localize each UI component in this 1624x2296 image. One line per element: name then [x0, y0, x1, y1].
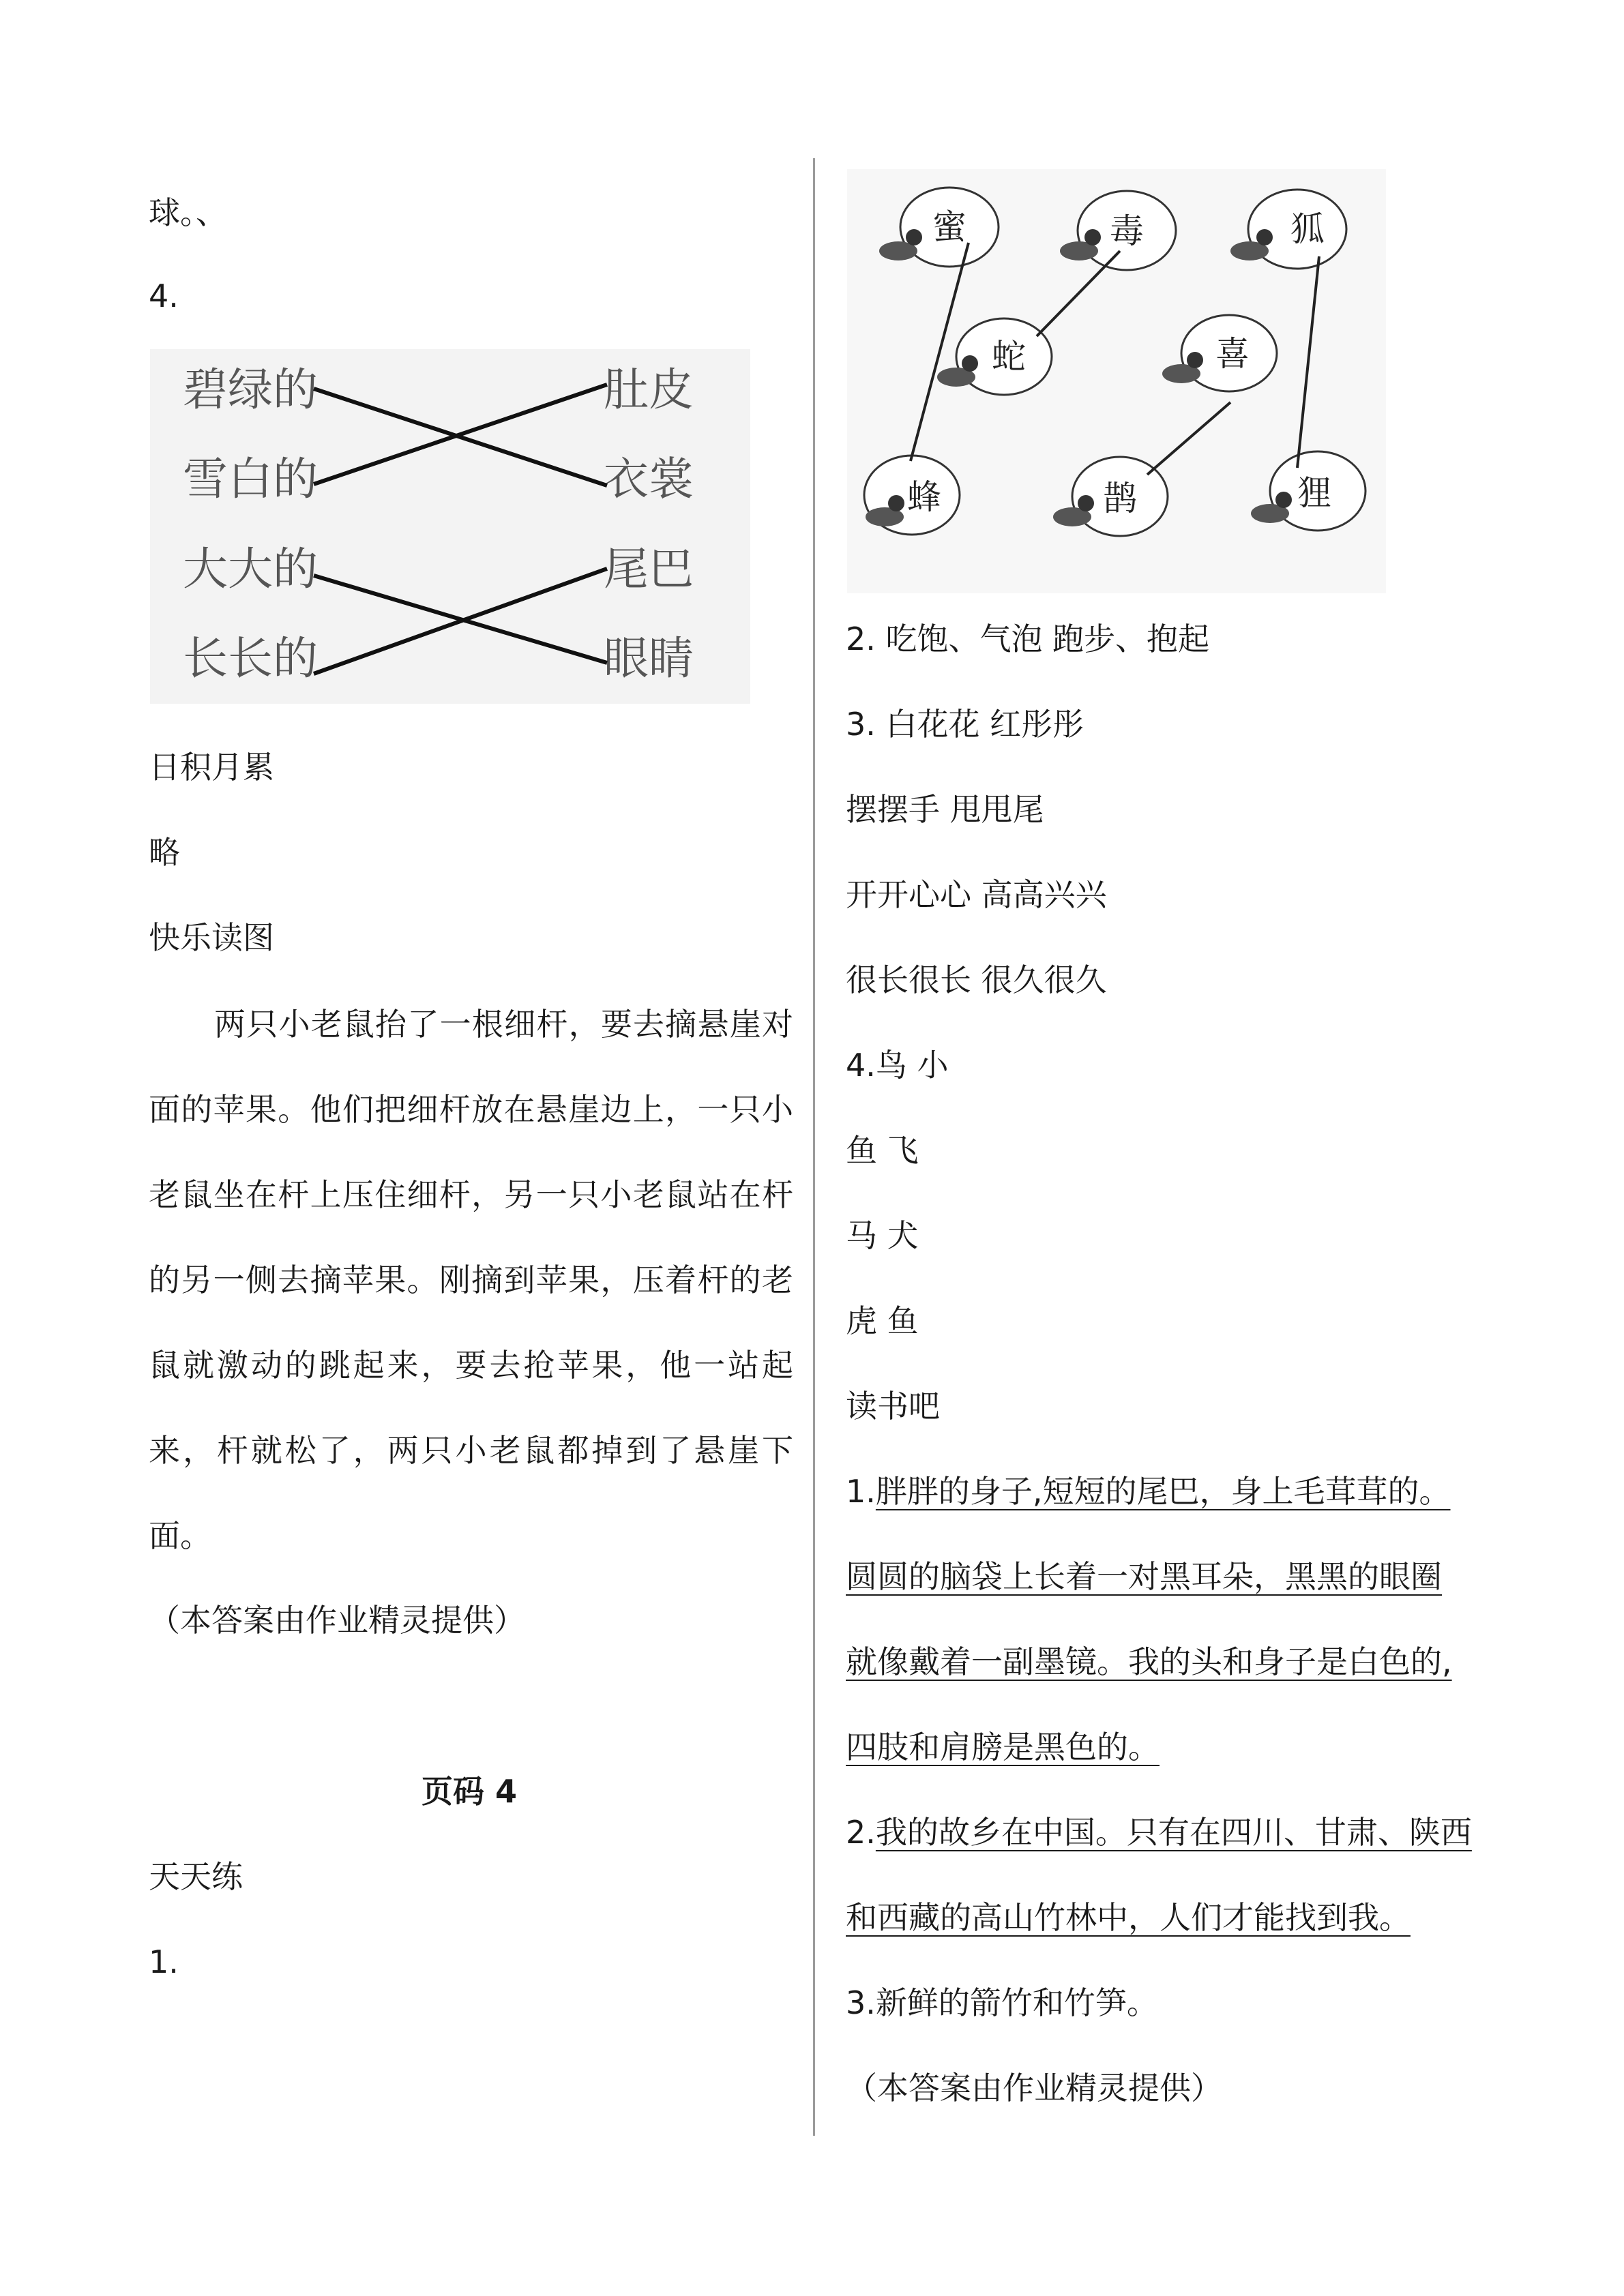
ant-char: 蜜 — [932, 207, 966, 247]
ant-bubble — [1162, 315, 1277, 391]
ant-match-line — [1147, 402, 1230, 475]
ant-char: 狐 — [1290, 209, 1325, 249]
answer-4d: 虎 鱼 — [846, 1302, 919, 1339]
reading-answer-2-number: 2. — [846, 1814, 876, 1851]
section-dushu: 读书吧 — [846, 1388, 940, 1425]
answer-3b: 摆摆手 甩甩尾 — [846, 791, 1044, 828]
ant-char: 蛇 — [992, 337, 1026, 376]
match-left-word: 雪白的 — [183, 453, 318, 505]
ant-char: 鹊 — [1103, 479, 1137, 518]
match-left-word: 长长的 — [183, 632, 318, 685]
ant-bubble — [1251, 451, 1365, 531]
reading-answer-1 — [846, 1471, 1451, 1512]
match-right-word: 眼睛 — [604, 632, 694, 685]
column-divider — [813, 158, 815, 2136]
reading-answer-2 — [846, 1812, 1472, 1853]
matching-svg — [150, 349, 750, 704]
question-1-number: 1. — [149, 1943, 179, 1980]
reading-answer-2-line: 和西藏的高山竹林中，人们才能找到我。 — [846, 1899, 1411, 1936]
ant-bubble — [1060, 191, 1176, 270]
ant-bubble — [1230, 190, 1346, 269]
ant-char: 喜 — [1215, 334, 1250, 374]
text-lue: 略 — [149, 834, 180, 871]
ant-char: 毒 — [1110, 211, 1144, 251]
reading-answer-1-number: 1. — [846, 1473, 876, 1510]
ant-bubble — [864, 456, 960, 535]
answer-2: 2. 吃饱、气泡 跑步、抱起 — [846, 621, 1210, 657]
reading-answer-1-line: 就像戴着一副墨镜。我的头和身子是白色的, — [846, 1643, 1452, 1680]
ant-match-line — [1297, 256, 1319, 468]
answer-4c: 马 犬 — [846, 1217, 919, 1254]
match-right-word: 尾巴 — [604, 543, 694, 595]
answer-4b: 鱼 飞 — [846, 1132, 919, 1169]
answer-3d: 很长很长 很久很久 — [846, 961, 1107, 998]
ant-bubble — [937, 318, 1052, 395]
ant-char: 狸 — [1297, 473, 1331, 513]
reading-answer-1-line: 圆圆的脑袋上长着一对黑耳朵，黑黑的眼圈 — [846, 1558, 1442, 1595]
ant-matching-svg — [847, 169, 1386, 593]
answer-3: 3. 白花花 红彤彤 — [846, 706, 1084, 743]
question-4-number: 4. — [149, 278, 179, 314]
section-kuaile: 快乐读图 — [149, 919, 274, 956]
reading-answer-3: 3.新鲜的箭竹和竹笋。 — [846, 1984, 1158, 2021]
ant-char: 蜂 — [907, 477, 941, 517]
reading-answer-1-line: 四肢和肩膀是黑色的。 — [846, 1729, 1160, 1765]
page-title: 页码 4 — [422, 1773, 518, 1810]
reading-answer-2-line: 我的故乡在中国。只有在四川、甘肃、陕西 — [875, 1814, 1472, 1851]
answer-3c: 开开心心 高高兴兴 — [846, 876, 1107, 913]
credit-right: （本答案由作业精灵提供） — [846, 2070, 1222, 2106]
ant-matching-image — [847, 169, 1386, 593]
match-line — [314, 569, 607, 674]
section-tiantian: 天天练 — [149, 1858, 243, 1895]
ant-match-line — [1037, 251, 1120, 336]
matching-image — [150, 349, 750, 704]
section-riji: 日积月累 — [149, 749, 274, 786]
match-right-word: 衣裳 — [604, 453, 694, 505]
match-right-word: 肚皮 — [604, 363, 694, 416]
text-qiu: 球。、 — [149, 194, 227, 231]
credit-left: （本答案由作业精灵提供） — [149, 1602, 525, 1639]
match-left-word: 大大的 — [183, 543, 318, 595]
match-left-word: 碧绿的 — [183, 363, 318, 416]
answer-4: 4.鸟 小 — [846, 1047, 949, 1084]
reading-answer-1-line: 胖胖的身子,短短的尾巴，身上毛茸茸的。 — [875, 1473, 1451, 1510]
ant-bubble — [879, 188, 999, 267]
ant-bubble — [1053, 457, 1168, 536]
story-paragraph: 两只小老鼠抬了一根细杆，要去摘悬崖对面的苹果。他们把细杆放在悬崖边上，一只小老鼠坐在杆上压住细杆，另一只小老鼠站在杆的另一侧去摘苹果。刚摘到苹果，压着杆的老鼠就激动的跳起来，要去抢苹果，他一站起来，杆就松了，两只小老鼠都掉到了悬崖下面。 — [149, 1006, 793, 1554]
